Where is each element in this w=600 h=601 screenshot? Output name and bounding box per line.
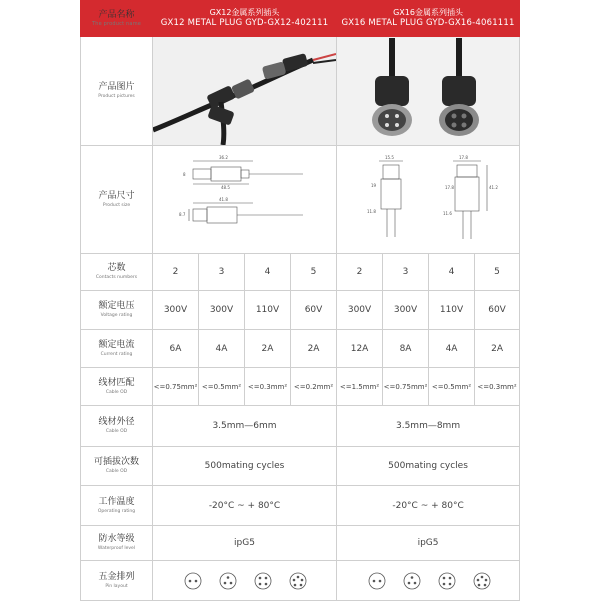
row-label-zh: 可插拔次数 <box>93 457 139 467</box>
row-label <box>81 146 153 254</box>
dim-label: 8.7 <box>179 211 186 217</box>
row-label <box>81 291 153 330</box>
table-cell: 60V <box>291 291 337 330</box>
table-cell: 5 <box>475 254 520 291</box>
gx16-pin-diagrams <box>337 569 519 593</box>
row-label <box>81 526 153 561</box>
table-cell: -20°C ~ + 80°C <box>153 486 337 526</box>
table-cell: 110V <box>429 291 475 330</box>
row-label-en: Operating rating <box>97 508 136 514</box>
spec-sheet <box>80 0 519 600</box>
dim-label: 36.2 <box>219 154 228 160</box>
table-cell: 3 <box>383 254 429 291</box>
gx16-dimension-diagram <box>337 147 519 253</box>
row-label-en: Cable OD <box>105 389 128 395</box>
voltage-row <box>81 291 520 330</box>
table-cell: 300V <box>337 291 383 330</box>
table-cell: 2 <box>337 254 383 291</box>
table-cell: <=1.5mm² <box>337 368 383 406</box>
dim-label: 41.8 <box>219 196 228 202</box>
table-cell: 3 <box>199 254 245 291</box>
gx16-size-drawing <box>337 146 520 254</box>
table-cell: 8A <box>383 330 429 368</box>
table-cell: 300V <box>153 291 199 330</box>
table-cell: <=0.5mm² <box>199 368 245 406</box>
dim-label: 15.5 <box>385 154 394 160</box>
row-label-en: Cable OD <box>105 429 128 434</box>
table-cell: 60V <box>475 291 520 330</box>
dim-label: 41.2 <box>489 184 498 190</box>
gx12-title-zh: GX12金属系列插头 <box>209 8 280 17</box>
row-label-en: Waterproof level <box>97 546 136 551</box>
row-label-zh: 五金排列 <box>98 571 135 582</box>
table-cell: 2A <box>475 330 520 368</box>
table-cell: -20°C ~ + 80°C <box>337 486 520 526</box>
gx16-title-zh: GX16金属系列插头 <box>393 8 463 17</box>
size-row <box>81 146 520 254</box>
row-label-zh: 产品图片 <box>98 82 135 92</box>
waterproof-row <box>81 526 520 561</box>
table-cell: <=0.75mm² <box>153 368 199 406</box>
table-cell: <=0.5mm² <box>429 368 475 406</box>
gx12-dimension-diagram <box>153 147 336 253</box>
row-label <box>81 254 153 291</box>
table-cell: 4 <box>245 254 291 291</box>
table-cell: 3.5mm—8mm <box>337 406 520 447</box>
gx12-title-en: GX12 METAL PLUG GYD-GX12-402111 <box>160 18 329 28</box>
gx12-connector-image <box>153 38 336 145</box>
row-label-zh: 额定电流 <box>98 339 135 350</box>
row-label <box>81 368 153 406</box>
row-label <box>81 37 153 146</box>
table-cell: 6A <box>153 330 199 368</box>
table-cell: 4A <box>429 330 475 368</box>
gx12-size-drawing <box>153 146 337 254</box>
table-cell: ipG5 <box>153 526 337 561</box>
row-label-en: Voltage rating <box>100 313 133 318</box>
table-cell: <=0.75mm² <box>383 368 429 406</box>
gx16-connector-image <box>337 38 519 145</box>
table-cell: 4A <box>199 330 245 368</box>
current-row <box>81 330 520 368</box>
gx12-title-cell <box>153 1 337 37</box>
row-label-zh: 工作温度 <box>98 496 135 507</box>
row-label-en: Pin layout <box>105 583 128 589</box>
table-cell: 300V <box>199 291 245 330</box>
dim-label: 11.8 <box>367 208 376 214</box>
cores-row <box>81 254 520 291</box>
header-label-cell <box>81 1 153 37</box>
row-label-en: Current rating <box>100 351 133 357</box>
row-label-zh: 芯数 <box>107 263 126 273</box>
cable-row <box>81 368 520 406</box>
table-cell: 2A <box>245 330 291 368</box>
table-cell: <=0.3mm² <box>245 368 291 406</box>
dim-label: 17.8 <box>459 154 468 160</box>
table-cell: 300V <box>383 291 429 330</box>
outer-row <box>81 406 520 447</box>
pictures-row <box>81 37 520 146</box>
row-label-zh: 线材匹配 <box>98 377 135 388</box>
table-cell: 2A <box>291 330 337 368</box>
gx12-photo <box>153 37 337 146</box>
dim-label: 11.6 <box>443 210 452 216</box>
mating-row <box>81 447 520 486</box>
table-cell: 3.5mm—6mm <box>153 406 337 447</box>
table-cell: <=0.3mm² <box>475 368 520 406</box>
temp-row <box>81 486 520 526</box>
gx16-photo <box>337 37 520 146</box>
table-cell: 500mating cycles <box>337 447 520 486</box>
label-zh: 产品名称 <box>98 9 135 20</box>
row-label-en: Product size <box>102 202 131 208</box>
table-cell: <=0.2mm² <box>291 368 337 406</box>
row-label-en: Cable OD <box>105 469 128 474</box>
row-label-zh: 产品尺寸 <box>98 190 135 201</box>
row-label <box>81 406 153 447</box>
table-cell: 12A <box>337 330 383 368</box>
gx16-title-en: GX16 METAL PLUG GYD-GX16-4061111 <box>341 18 515 28</box>
gx12-pin-diagrams <box>153 569 336 593</box>
gx12-pin-layouts <box>153 561 337 601</box>
label-en: The product name <box>91 20 142 27</box>
dim-label: 8 <box>183 171 186 177</box>
table-cell: 5 <box>291 254 337 291</box>
row-label <box>81 561 153 601</box>
spec-table <box>80 0 520 601</box>
row-label <box>81 486 153 526</box>
header-row <box>81 1 520 37</box>
table-cell: 2 <box>153 254 199 291</box>
row-label-zh: 额定电压 <box>98 301 135 311</box>
gx16-title-cell <box>337 1 520 37</box>
row-label-zh: 防水等级 <box>98 534 135 544</box>
gx16-pin-layouts <box>337 561 520 601</box>
pin-row <box>81 561 520 601</box>
table-cell: 110V <box>245 291 291 330</box>
dim-label: 48.5 <box>221 184 230 190</box>
dim-label: 17.8 <box>445 184 454 190</box>
row-label-zh: 线材外径 <box>98 417 135 427</box>
table-cell: ipG5 <box>337 526 520 561</box>
dim-label: 19 <box>371 182 377 188</box>
row-label <box>81 330 153 368</box>
row-label-en: Contacts numbers <box>95 275 138 280</box>
table-cell: 4 <box>429 254 475 291</box>
table-cell: 500mating cycles <box>153 447 337 486</box>
row-label-en: Product pictures <box>98 94 135 99</box>
row-label <box>81 447 153 486</box>
